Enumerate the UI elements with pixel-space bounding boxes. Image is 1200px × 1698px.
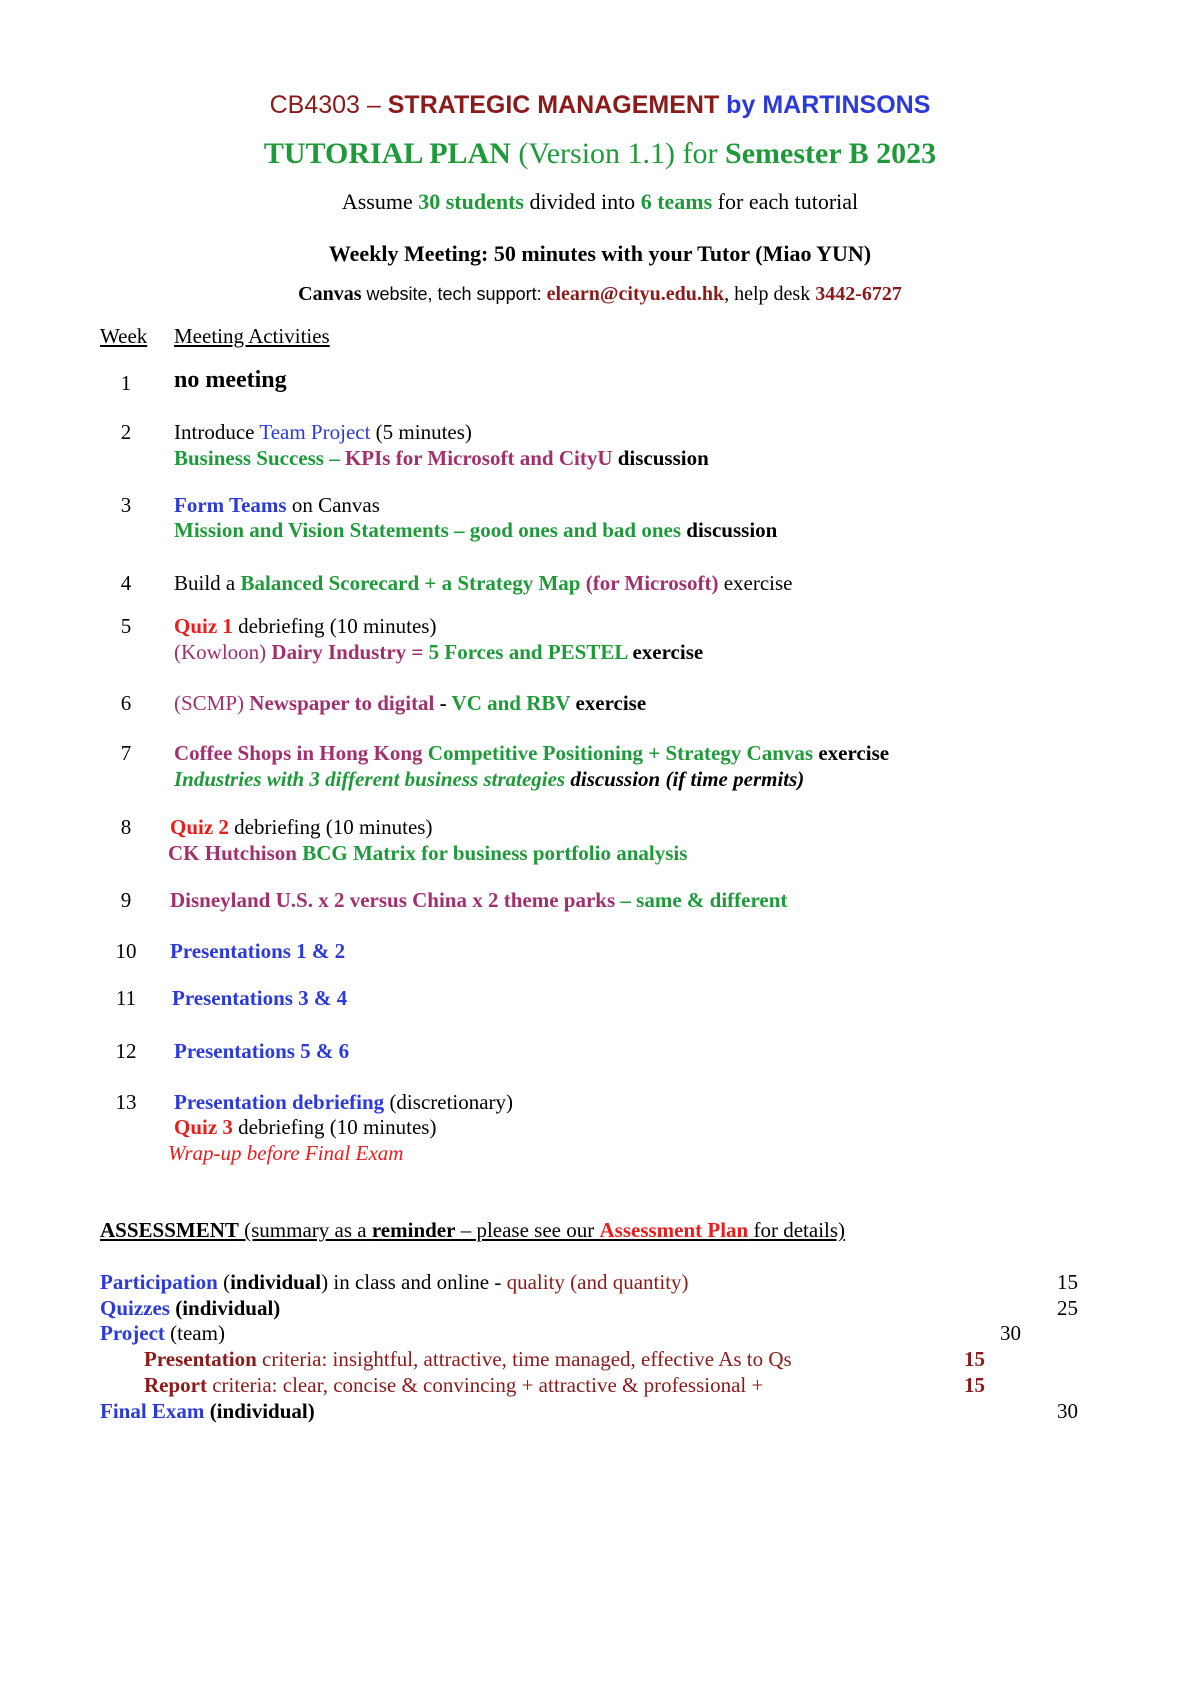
text: Project	[100, 1321, 165, 1345]
week-13-line-3: Wrap-up before Final Exam	[168, 1141, 404, 1165]
text: Participation	[100, 1270, 218, 1294]
weekly-meeting: Weekly Meeting: 50 minutes with your Tutor (Miao YUN)	[328, 241, 872, 266]
participation-points: 15	[1057, 1270, 1078, 1294]
course-title	[0, 91, 1200, 120]
participation-row	[100, 1270, 689, 1295]
week-number: 7	[120, 741, 132, 765]
project-row	[100, 1321, 225, 1346]
text: exercise	[813, 741, 890, 765]
text: debriefing (10 minutes)	[232, 614, 437, 638]
plan-title	[0, 137, 1200, 171]
text: discussion (if time permits)	[565, 767, 805, 791]
text: Newspaper to digital	[249, 691, 435, 715]
course-name: STRATEGIC MANAGEMENT	[387, 91, 720, 119]
text: Disneyland U.S. x 2 versus China x 2 theme parks	[170, 888, 616, 912]
text: quality (and quantity)	[506, 1270, 689, 1294]
text: Report	[144, 1373, 207, 1397]
text: VC and RBV	[451, 691, 571, 715]
text: debriefing (10 minutes)	[232, 1115, 437, 1139]
text: Introduce	[174, 420, 260, 444]
text: criteria: clear, concise & convincing + attractive & professional +	[206, 1373, 764, 1397]
text: (individual)	[169, 1296, 281, 1320]
text: Final Exam	[100, 1399, 205, 1423]
column-header-week: Week	[100, 324, 148, 348]
week-5-line-1	[174, 614, 436, 639]
text: Build a	[174, 571, 241, 595]
text: reminder	[371, 1218, 456, 1242]
presentation-points: 15	[964, 1347, 985, 1371]
help-pre: , help desk	[724, 283, 816, 305]
text: exercise	[718, 571, 793, 595]
week-7-line-2	[174, 767, 804, 792]
week-7-line-1	[174, 741, 889, 766]
week-6-line-1	[174, 691, 646, 716]
text: debriefing (10 minutes)	[228, 815, 433, 839]
text: Business Success –	[174, 446, 345, 470]
text: criteria: insightful, attractive, time managed, effective As to Qs	[256, 1347, 792, 1371]
week-13-line-2	[174, 1115, 436, 1140]
week-number: 3	[120, 493, 132, 517]
text: (	[217, 1270, 231, 1294]
text: Presentation debriefing	[174, 1090, 385, 1114]
text: ASSESSMENT	[100, 1218, 239, 1242]
plan-semester: Semester B 2023	[725, 137, 937, 170]
week-number: 11	[115, 986, 137, 1010]
canvas-mid: website, tech support:	[361, 284, 547, 304]
week-number: 1	[120, 371, 132, 395]
text: Mission and Vision Statements – good ones and bad ones	[174, 518, 682, 542]
text: (team)	[164, 1321, 225, 1345]
text: Quiz 3	[174, 1115, 233, 1139]
text: Coffee Shops in Hong Kong	[174, 741, 423, 765]
week-number: 10	[115, 939, 137, 963]
report-points: 15	[964, 1373, 985, 1397]
week-number: 12	[115, 1039, 137, 1063]
column-header-activities: Meeting Activities	[174, 324, 330, 348]
assume-mid: divided into	[523, 189, 641, 214]
assessment-plan-link[interactable]: Assessment Plan	[599, 1218, 749, 1242]
help-desk-phone: 3442-6727	[815, 283, 902, 305]
quizzes-points: 25	[1057, 1296, 1078, 1320]
text: discussion	[612, 446, 709, 470]
text: (individual)	[204, 1399, 315, 1423]
week-11-activity: Presentations 3 & 4	[172, 986, 348, 1010]
text: on Canvas	[286, 493, 380, 517]
text: (discretionary)	[384, 1090, 514, 1114]
text: Quizzes	[100, 1296, 170, 1320]
week-12-activity: Presentations 5 & 6	[174, 1039, 350, 1063]
text: individual	[230, 1270, 322, 1294]
assume-pre: Assume	[341, 189, 419, 214]
week-number: 2	[120, 420, 132, 444]
week-5-line-2	[174, 640, 703, 665]
assessment-header	[100, 1218, 845, 1243]
text: exercise	[627, 640, 704, 664]
text: (for Microsoft)	[580, 571, 719, 595]
text: CK Hutchison	[168, 841, 303, 865]
week-10-activity: Presentations 1 & 2	[170, 939, 346, 963]
canvas-label: Canvas	[298, 283, 362, 305]
report-row	[144, 1373, 763, 1398]
text: (Kowloon)	[174, 640, 272, 664]
assumption-line	[0, 189, 1200, 215]
text: -	[434, 691, 452, 715]
final-exam-row	[100, 1399, 315, 1424]
text: (5 minutes)	[370, 420, 472, 444]
week-13-line-1	[174, 1090, 513, 1115]
week-number: 6	[120, 691, 132, 715]
text: – same & different	[615, 888, 788, 912]
assume-post: for each tutorial	[712, 189, 859, 214]
team-project: Team Project	[259, 420, 371, 444]
week-4-line-1	[174, 571, 793, 596]
week-9-line-1	[170, 888, 787, 913]
support-email[interactable]: elearn@cityu.edu.hk	[546, 283, 725, 305]
text: discussion	[681, 518, 778, 542]
presentation-row	[144, 1347, 792, 1372]
text: (SCMP)	[174, 691, 250, 715]
text: exercise	[570, 691, 647, 715]
week-8-line-1	[170, 815, 432, 840]
team-count: 6 teams	[640, 189, 713, 214]
week-8-line-2	[168, 841, 687, 866]
text: Quiz 1	[174, 614, 233, 638]
week-3-line-2	[174, 518, 777, 543]
instructor-name: MARTINSONS	[762, 91, 931, 119]
text: Balanced Scorecard + a Strategy Map	[240, 571, 581, 595]
text: Presentation	[144, 1347, 257, 1371]
support-line	[0, 283, 1200, 306]
text: KPIs for Microsoft and CityU	[344, 446, 613, 470]
plan-label: TUTORIAL PLAN	[263, 137, 511, 170]
final-exam-points: 30	[1057, 1399, 1078, 1423]
text: Industries with 3 different business strategies	[174, 767, 566, 791]
week-3-line-1	[174, 493, 380, 518]
text: Dairy Industry =	[271, 640, 429, 664]
week-number: 9	[120, 888, 132, 912]
text: Form Teams	[174, 493, 287, 517]
week-number: 5	[120, 614, 132, 638]
week-number: 13	[115, 1090, 137, 1114]
text: – please see our	[455, 1218, 600, 1242]
week-1-activity: no meeting	[174, 367, 287, 393]
week-2-line-2	[174, 446, 709, 471]
text: ) in class and online -	[321, 1270, 507, 1294]
text: 5 Forces and PESTEL	[428, 640, 628, 664]
project-points: 30	[1000, 1321, 1021, 1345]
text: (summary as a	[238, 1218, 372, 1242]
text: Quiz 2	[170, 815, 229, 839]
course-by: by	[719, 91, 763, 119]
text: Competitive Positioning + Strategy Canvas	[422, 741, 814, 765]
course-code: CB4303 –	[269, 91, 388, 119]
plan-version: (Version 1.1) for	[510, 137, 726, 170]
quizzes-row	[100, 1296, 280, 1321]
text: BCG Matrix for business portfolio analysis	[302, 841, 688, 865]
student-count: 30 students	[418, 189, 524, 214]
week-number: 8	[120, 815, 132, 839]
text: for details)	[748, 1218, 846, 1242]
week-number: 4	[120, 571, 132, 595]
week-2-line-1	[174, 420, 472, 445]
